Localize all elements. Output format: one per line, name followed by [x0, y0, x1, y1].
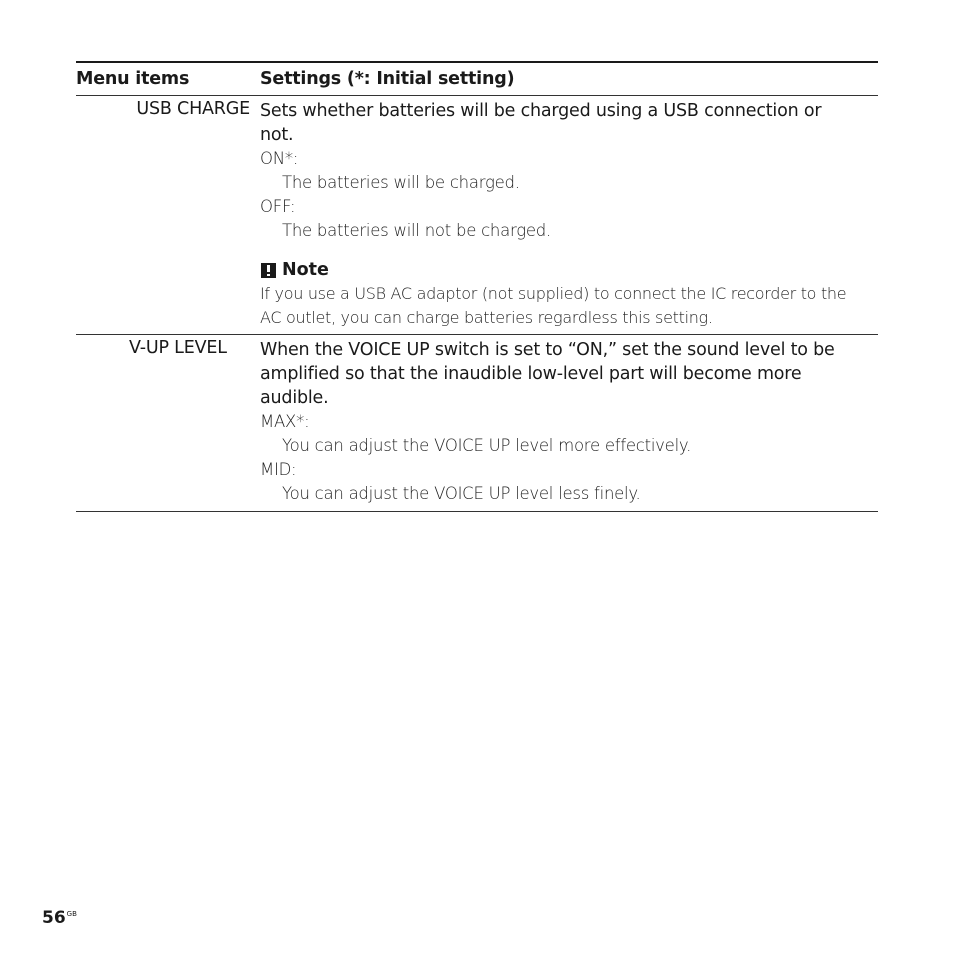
table-row-v-up-level	[76, 335, 878, 511]
page-number-value: 56	[42, 908, 66, 928]
note-line: AC outlet, you can charge batteries regardless this setting.	[260, 308, 713, 327]
note-exclamation-icon	[261, 263, 276, 278]
page-number	[42, 908, 77, 928]
description-line: audible.	[260, 388, 329, 408]
option-name: MID:	[260, 460, 297, 479]
option-name: MAX*:	[260, 412, 310, 431]
note-line: If you use a USB AC adaptor (not supplied) to connect the IC recorder to the	[260, 284, 847, 303]
menu-item-label: USB CHARGE	[136, 99, 250, 119]
option-description: You can adjust the VOICE UP level less finely.	[282, 484, 641, 503]
note-title: Note	[282, 260, 329, 280]
table-row-usb-charge	[76, 96, 878, 334]
option-description: The batteries will be charged.	[282, 173, 520, 192]
option-name: ON*:	[260, 149, 299, 168]
description-line: When the VOICE UP switch is set to “ON,” set the sound level to be	[260, 340, 835, 360]
settings-table	[76, 61, 878, 512]
description-line: Sets whether batteries will be charged using a USB connection or	[260, 101, 822, 121]
header-settings: Settings (*: Initial setting)	[260, 69, 515, 89]
option-description: The batteries will not be charged.	[282, 221, 552, 240]
note-heading	[260, 258, 878, 282]
description-line: not.	[260, 125, 294, 145]
table-bottom-rule	[76, 511, 878, 512]
description-line: amplified so that the inaudible low-level part will become more	[260, 364, 802, 384]
menu-item-label: V-UP LEVEL	[129, 338, 227, 358]
option-description: You can adjust the VOICE UP level more effectively.	[282, 436, 692, 455]
settings-cell	[260, 99, 878, 330]
option-name: OFF:	[260, 197, 296, 216]
header-menu-items: Menu items	[76, 69, 190, 89]
table-header-row	[76, 63, 878, 95]
page-region-suffix: GB	[66, 910, 77, 918]
settings-cell	[260, 338, 878, 506]
